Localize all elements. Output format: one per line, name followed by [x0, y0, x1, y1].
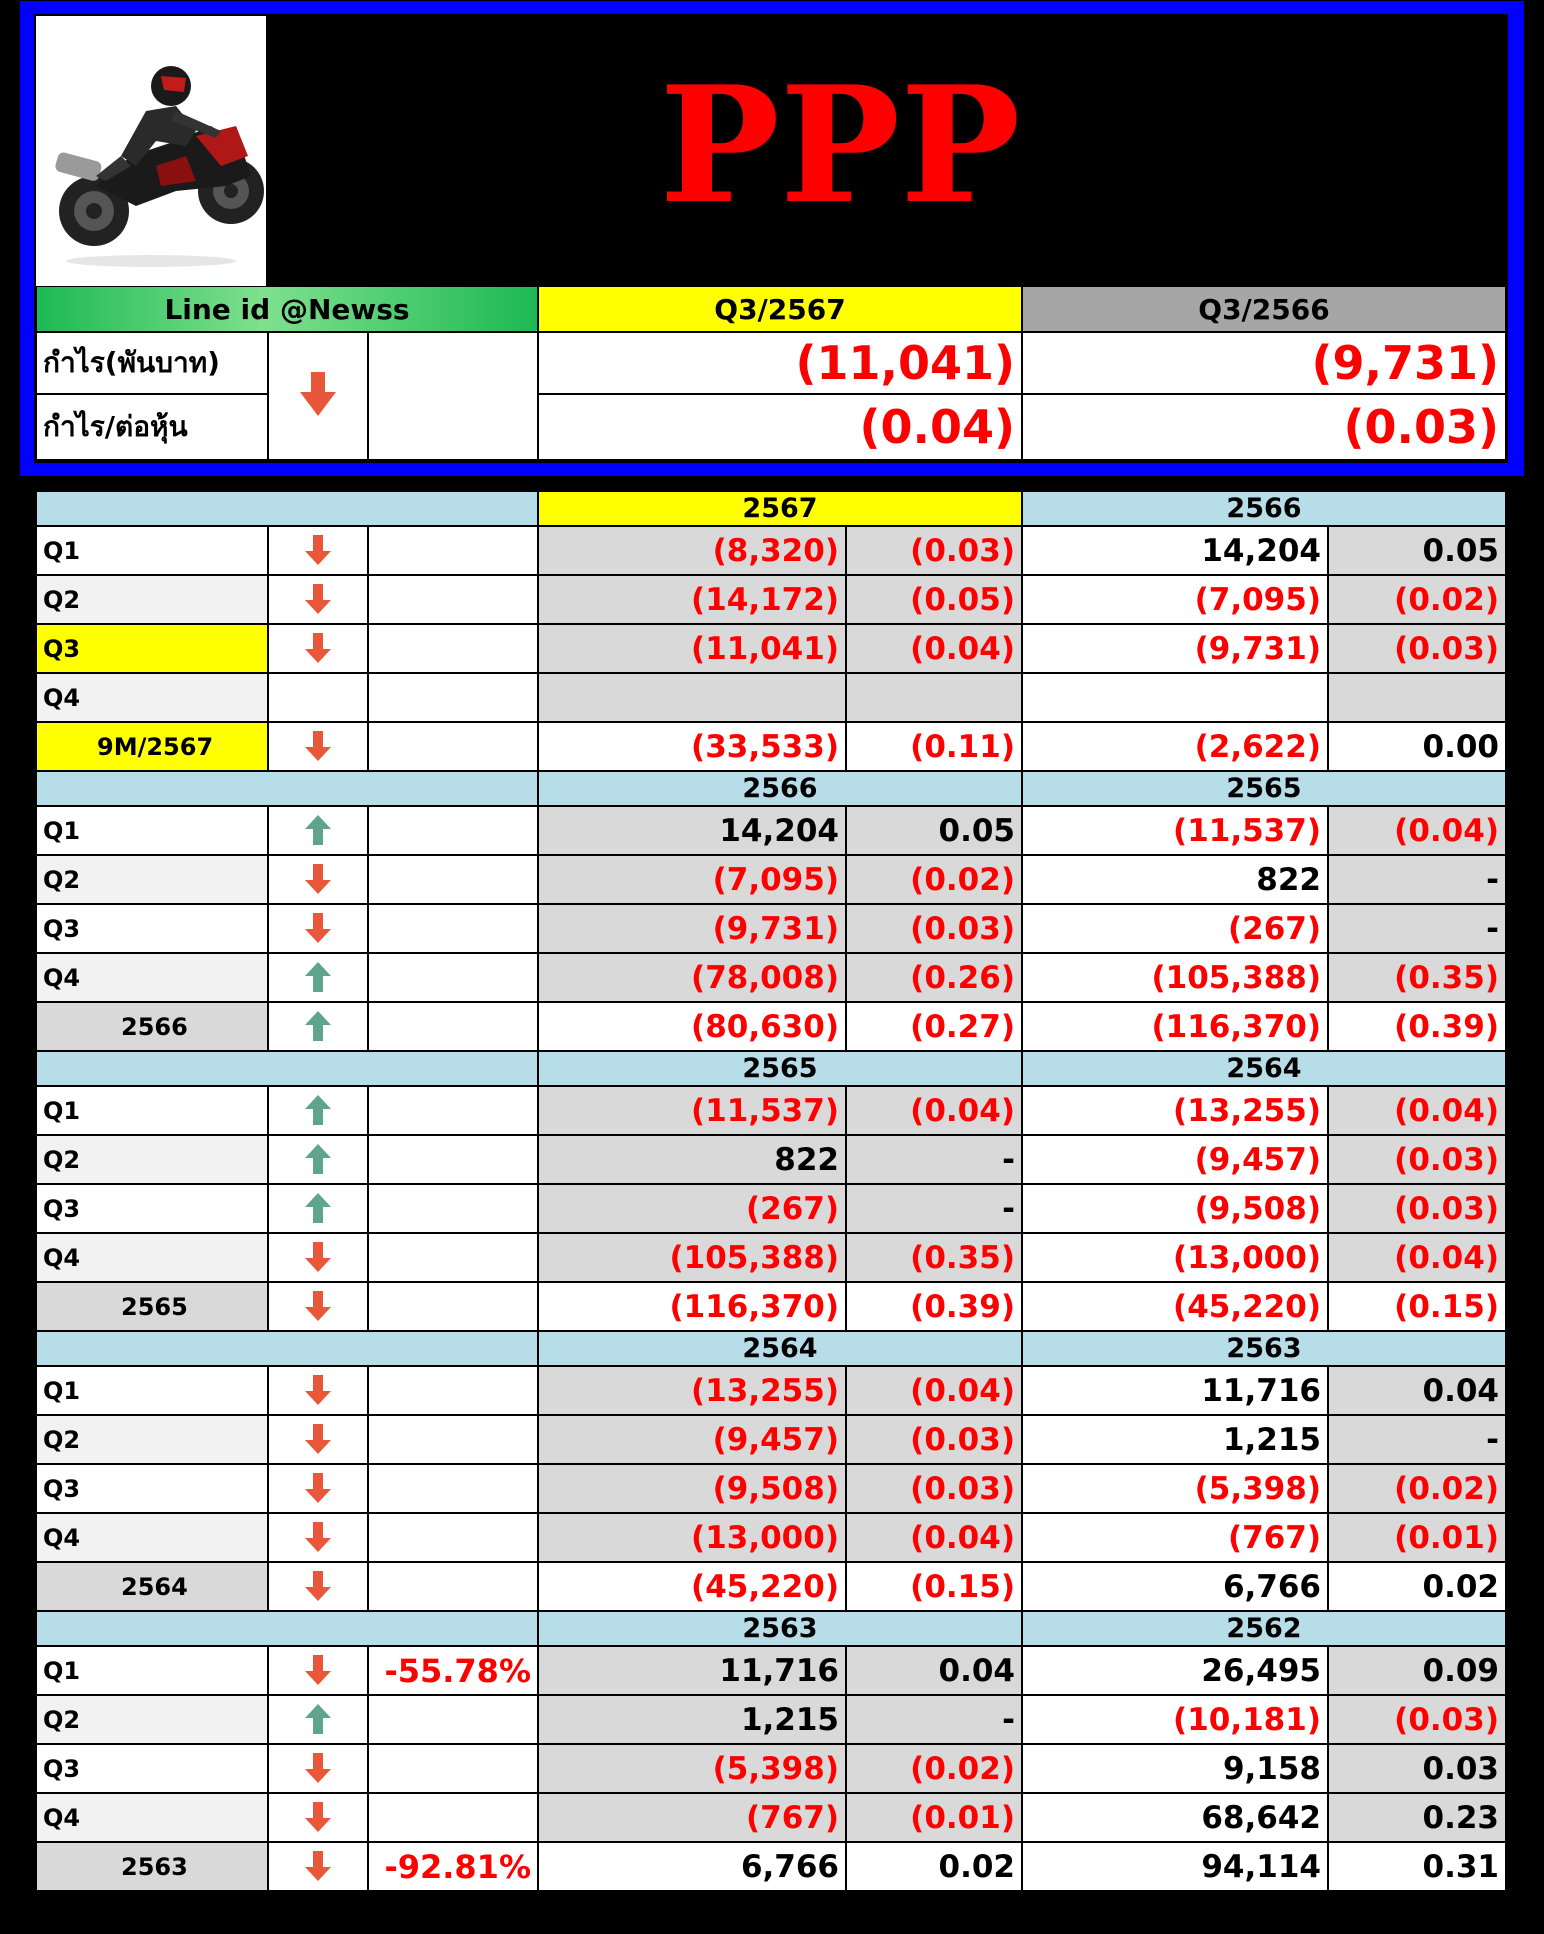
section-header-blank — [36, 1331, 538, 1366]
row-trend-cell — [268, 1366, 368, 1415]
row-profit-previous: (10,181) — [1022, 1695, 1328, 1744]
row-percent-change — [368, 1562, 538, 1611]
row-label: 2566 — [36, 1002, 268, 1051]
row-trend-cell — [268, 673, 368, 722]
row-profit-previous: 11,716 — [1022, 1366, 1328, 1415]
row-percent-change — [368, 1464, 538, 1513]
row-eps-current: (0.26) — [846, 953, 1022, 1002]
row-profit-previous: (267) — [1022, 904, 1328, 953]
section-year-current: 2566 — [538, 771, 1022, 806]
row-profit-current: (14,172) — [538, 575, 846, 624]
row-label: Q4 — [36, 1233, 268, 1282]
arrow-down-icon — [298, 370, 338, 422]
section-year-previous: 2564 — [1022, 1051, 1506, 1086]
row-profit-current: 11,716 — [538, 1646, 846, 1695]
eps-previous: (0.03) — [1022, 394, 1506, 460]
row-percent-change — [368, 575, 538, 624]
row-percent-change — [368, 1366, 538, 1415]
arrow-down-icon — [304, 584, 332, 615]
row-percent-change — [368, 1744, 538, 1793]
row-eps-current: (0.04) — [846, 1086, 1022, 1135]
col-current-header: Q3/2567 — [538, 286, 1022, 332]
row-percent-change — [368, 1233, 538, 1282]
row-eps-previous: 0.00 — [1328, 722, 1506, 771]
row-eps-previous: 0.05 — [1328, 526, 1506, 575]
row-label: 9M/2567 — [36, 722, 268, 771]
row-percent-change — [368, 904, 538, 953]
row-percent-change — [368, 1695, 538, 1744]
row-eps-previous: (0.04) — [1328, 806, 1506, 855]
row-eps-current: (0.27) — [846, 1002, 1022, 1051]
row-profit-previous: 1,215 — [1022, 1415, 1328, 1464]
row-profit-current: (33,533) — [538, 722, 846, 771]
row-profit-previous: (13,255) — [1022, 1086, 1328, 1135]
row-trend-cell — [268, 1415, 368, 1464]
row-trend-cell — [268, 1184, 368, 1233]
row-profit-previous: 14,204 — [1022, 526, 1328, 575]
row-percent-change — [368, 1135, 538, 1184]
row-profit-current: (767) — [538, 1793, 846, 1842]
header-trend-cell — [268, 332, 368, 460]
row-eps-previous: (0.04) — [1328, 1233, 1506, 1282]
row-trend-cell — [268, 575, 368, 624]
arrow-down-icon — [304, 633, 332, 664]
section-year-previous: 2563 — [1022, 1331, 1506, 1366]
row-profit-current: (9,457) — [538, 1415, 846, 1464]
section-year-previous: 2566 — [1022, 491, 1506, 526]
row-trend-cell — [268, 1233, 368, 1282]
row-eps-current: (0.39) — [846, 1282, 1022, 1331]
row-profit-previous: (9,508) — [1022, 1184, 1328, 1233]
col-previous-header: Q3/2566 — [1022, 286, 1506, 332]
row-profit-previous: (7,095) — [1022, 575, 1328, 624]
row-eps-current: (0.02) — [846, 1744, 1022, 1793]
row-eps-previous: 0.09 — [1328, 1646, 1506, 1695]
row-percent-change — [368, 1282, 538, 1331]
row-label: Q3 — [36, 1464, 268, 1513]
header-blank-cell — [368, 332, 538, 460]
row-eps-current: (0.05) — [846, 575, 1022, 624]
row-eps-current: (0.35) — [846, 1233, 1022, 1282]
row-trend-cell — [268, 1842, 368, 1891]
section-year-previous: 2565 — [1022, 771, 1506, 806]
row-eps-previous: 0.04 — [1328, 1366, 1506, 1415]
row-percent-change — [368, 624, 538, 673]
row-trend-cell — [268, 624, 368, 673]
arrow-down-icon — [304, 1375, 332, 1406]
row-profit-previous: 94,114 — [1022, 1842, 1328, 1891]
row-label: Q1 — [36, 1086, 268, 1135]
row-percent-change — [368, 722, 538, 771]
row-profit-previous: 822 — [1022, 855, 1328, 904]
row-profit-current: (11,537) — [538, 1086, 846, 1135]
arrow-down-icon — [304, 1851, 332, 1882]
row-trend-cell — [268, 1464, 368, 1513]
row-eps-current: - — [846, 1695, 1022, 1744]
row-profit-current: (5,398) — [538, 1744, 846, 1793]
row-profit-previous: (13,000) — [1022, 1233, 1328, 1282]
row-eps-previous: - — [1328, 904, 1506, 953]
row-profit-current: 822 — [538, 1135, 846, 1184]
row-trend-cell — [268, 1135, 368, 1184]
row-eps-current: (0.11) — [846, 722, 1022, 771]
row-trend-cell — [268, 722, 368, 771]
row-percent-change — [368, 1086, 538, 1135]
arrow-down-icon — [304, 864, 332, 895]
row-percent-change — [368, 1415, 538, 1464]
row-profit-previous: 68,642 — [1022, 1793, 1328, 1842]
row-label: Q4 — [36, 1513, 268, 1562]
row-eps-current: (0.04) — [846, 1366, 1022, 1415]
row-percent-change — [368, 1002, 538, 1051]
row-eps-previous: (0.02) — [1328, 575, 1506, 624]
row-percent-change — [368, 855, 538, 904]
arrow-down-icon — [304, 1473, 332, 1504]
row-profit-previous: 9,158 — [1022, 1744, 1328, 1793]
row-percent-change — [368, 1793, 538, 1842]
profit-previous: (9,731) — [1022, 332, 1506, 394]
row-eps-previous: (0.39) — [1328, 1002, 1506, 1051]
row-eps-current: (0.03) — [846, 526, 1022, 575]
row-eps-previous: 0.02 — [1328, 1562, 1506, 1611]
section-header-blank — [36, 771, 538, 806]
row-profit-previous: (767) — [1022, 1513, 1328, 1562]
row-profit-previous: (105,388) — [1022, 953, 1328, 1002]
row-profit-current: (7,095) — [538, 855, 846, 904]
row-eps-current: (0.03) — [846, 904, 1022, 953]
row-trend-cell — [268, 1744, 368, 1793]
section-header-blank — [36, 491, 538, 526]
row-eps-current: - — [846, 1135, 1022, 1184]
row-trend-cell — [268, 1002, 368, 1051]
arrow-up-icon — [304, 1193, 332, 1224]
row-eps-previous: (0.01) — [1328, 1513, 1506, 1562]
row-percent-change — [368, 526, 538, 575]
row-profit-current: (78,008) — [538, 953, 846, 1002]
section-year-current: 2565 — [538, 1051, 1022, 1086]
row-eps-previous: 0.23 — [1328, 1793, 1506, 1842]
row-trend-cell — [268, 1282, 368, 1331]
row-eps-previous: (0.03) — [1328, 1135, 1506, 1184]
row-eps-current: (0.04) — [846, 624, 1022, 673]
row-profit-current: (8,320) — [538, 526, 846, 575]
line-id-label: Line id @Newss — [36, 286, 538, 332]
row-label: Q2 — [36, 1695, 268, 1744]
row-label: 2564 — [36, 1562, 268, 1611]
row-trend-cell — [268, 806, 368, 855]
profit-label: กำไร(พันบาท) — [36, 332, 268, 394]
row-profit-previous: (45,220) — [1022, 1282, 1328, 1331]
eps-current: (0.04) — [538, 394, 1022, 460]
row-eps-previous: - — [1328, 855, 1506, 904]
row-profit-current: (45,220) — [538, 1562, 846, 1611]
row-eps-previous: (0.15) — [1328, 1282, 1506, 1331]
row-eps-previous — [1328, 673, 1506, 722]
section-header-blank — [36, 1051, 538, 1086]
row-trend-cell — [268, 1793, 368, 1842]
arrow-down-icon — [304, 1522, 332, 1553]
arrow-up-icon — [304, 1704, 332, 1735]
section-header-blank — [36, 1611, 538, 1646]
row-profit-current: (80,630) — [538, 1002, 846, 1051]
arrow-down-icon — [304, 1424, 332, 1455]
row-eps-current: (0.03) — [846, 1464, 1022, 1513]
row-label: Q4 — [36, 953, 268, 1002]
arrow-down-icon — [304, 1571, 332, 1602]
row-percent-change — [368, 673, 538, 722]
row-eps-previous: (0.02) — [1328, 1464, 1506, 1513]
row-percent-change — [368, 953, 538, 1002]
row-eps-current: 0.02 — [846, 1842, 1022, 1891]
row-eps-previous: (0.03) — [1328, 1695, 1506, 1744]
eps-label: กำไร/ต่อหุ้น — [36, 394, 268, 460]
row-percent-change: -92.81% — [368, 1842, 538, 1891]
row-profit-current: 14,204 — [538, 806, 846, 855]
row-eps-current: 0.04 — [846, 1646, 1022, 1695]
row-profit-current: 1,215 — [538, 1695, 846, 1744]
arrow-down-icon — [304, 1242, 332, 1273]
row-label: Q2 — [36, 855, 268, 904]
logo-image — [36, 16, 266, 286]
row-label: Q3 — [36, 1184, 268, 1233]
row-profit-current: (9,731) — [538, 904, 846, 953]
row-percent-change: -55.78% — [368, 1646, 538, 1695]
row-label: Q3 — [36, 624, 268, 673]
row-eps-current: (0.01) — [846, 1793, 1022, 1842]
row-percent-change — [368, 1184, 538, 1233]
arrow-down-icon — [304, 1753, 332, 1784]
row-profit-current — [538, 673, 846, 722]
row-label: 2563 — [36, 1842, 268, 1891]
row-eps-current: 0.05 — [846, 806, 1022, 855]
row-profit-current: (11,041) — [538, 624, 846, 673]
row-trend-cell — [268, 953, 368, 1002]
row-profit-current: 6,766 — [538, 1842, 846, 1891]
row-label: Q4 — [36, 673, 268, 722]
arrow-up-icon — [304, 1095, 332, 1126]
arrow-down-icon — [304, 1655, 332, 1686]
row-label: Q1 — [36, 526, 268, 575]
row-label: Q2 — [36, 1135, 268, 1184]
row-profit-previous: (116,370) — [1022, 1002, 1328, 1051]
row-label: Q1 — [36, 1366, 268, 1415]
row-profit-current: (13,000) — [538, 1513, 846, 1562]
row-eps-current: (0.02) — [846, 855, 1022, 904]
row-eps-current: (0.04) — [846, 1513, 1022, 1562]
arrow-up-icon — [304, 962, 332, 993]
row-profit-previous — [1022, 673, 1328, 722]
row-profit-current: (13,255) — [538, 1366, 846, 1415]
row-profit-previous: (11,537) — [1022, 806, 1328, 855]
row-profit-previous: 6,766 — [1022, 1562, 1328, 1611]
arrow-up-icon — [304, 815, 332, 846]
arrow-down-icon — [304, 913, 332, 944]
row-trend-cell — [268, 1695, 368, 1744]
row-eps-previous: (0.03) — [1328, 624, 1506, 673]
row-trend-cell — [268, 1513, 368, 1562]
arrow-down-icon — [304, 1802, 332, 1833]
row-profit-previous: (2,622) — [1022, 722, 1328, 771]
row-label: Q1 — [36, 806, 268, 855]
profit-current: (11,041) — [538, 332, 1022, 394]
row-percent-change — [368, 806, 538, 855]
row-eps-previous: (0.04) — [1328, 1086, 1506, 1135]
row-trend-cell — [268, 904, 368, 953]
row-profit-previous: 26,495 — [1022, 1646, 1328, 1695]
row-percent-change — [368, 1513, 538, 1562]
row-label: 2565 — [36, 1282, 268, 1331]
row-eps-current: - — [846, 1184, 1022, 1233]
row-eps-previous: 0.03 — [1328, 1744, 1506, 1793]
arrow-up-icon — [304, 1144, 332, 1175]
row-eps-current — [846, 673, 1022, 722]
row-label: Q3 — [36, 1744, 268, 1793]
row-eps-current: (0.03) — [846, 1415, 1022, 1464]
row-trend-cell — [268, 1562, 368, 1611]
section-year-current: 2563 — [538, 1611, 1022, 1646]
row-label: Q2 — [36, 1415, 268, 1464]
arrow-down-icon — [304, 731, 332, 762]
row-label: Q3 — [36, 904, 268, 953]
arrow-down-icon — [304, 535, 332, 566]
section-year-current: 2564 — [538, 1331, 1022, 1366]
row-trend-cell — [268, 1646, 368, 1695]
row-trend-cell — [268, 1086, 368, 1135]
arrow-up-icon — [304, 1011, 332, 1042]
row-profit-current: (105,388) — [538, 1233, 846, 1282]
row-profit-current: (267) — [538, 1184, 846, 1233]
row-label: Q4 — [36, 1793, 268, 1842]
row-trend-cell — [268, 526, 368, 575]
row-trend-cell — [268, 855, 368, 904]
row-eps-previous: (0.03) — [1328, 1184, 1506, 1233]
row-profit-previous: (9,457) — [1022, 1135, 1328, 1184]
row-profit-previous: (9,731) — [1022, 624, 1328, 673]
row-eps-previous: 0.31 — [1328, 1842, 1506, 1891]
row-profit-current: (9,508) — [538, 1464, 846, 1513]
row-profit-previous: (5,398) — [1022, 1464, 1328, 1513]
row-label: Q1 — [36, 1646, 268, 1695]
section-year-current: 2567 — [538, 491, 1022, 526]
section-year-previous: 2562 — [1022, 1611, 1506, 1646]
row-eps-current: (0.15) — [846, 1562, 1022, 1611]
arrow-down-icon — [304, 1291, 332, 1322]
page-title: PPP — [659, 51, 1021, 239]
row-label: Q2 — [36, 575, 268, 624]
row-eps-previous: (0.35) — [1328, 953, 1506, 1002]
row-eps-previous: - — [1328, 1415, 1506, 1464]
row-profit-current: (116,370) — [538, 1282, 846, 1331]
